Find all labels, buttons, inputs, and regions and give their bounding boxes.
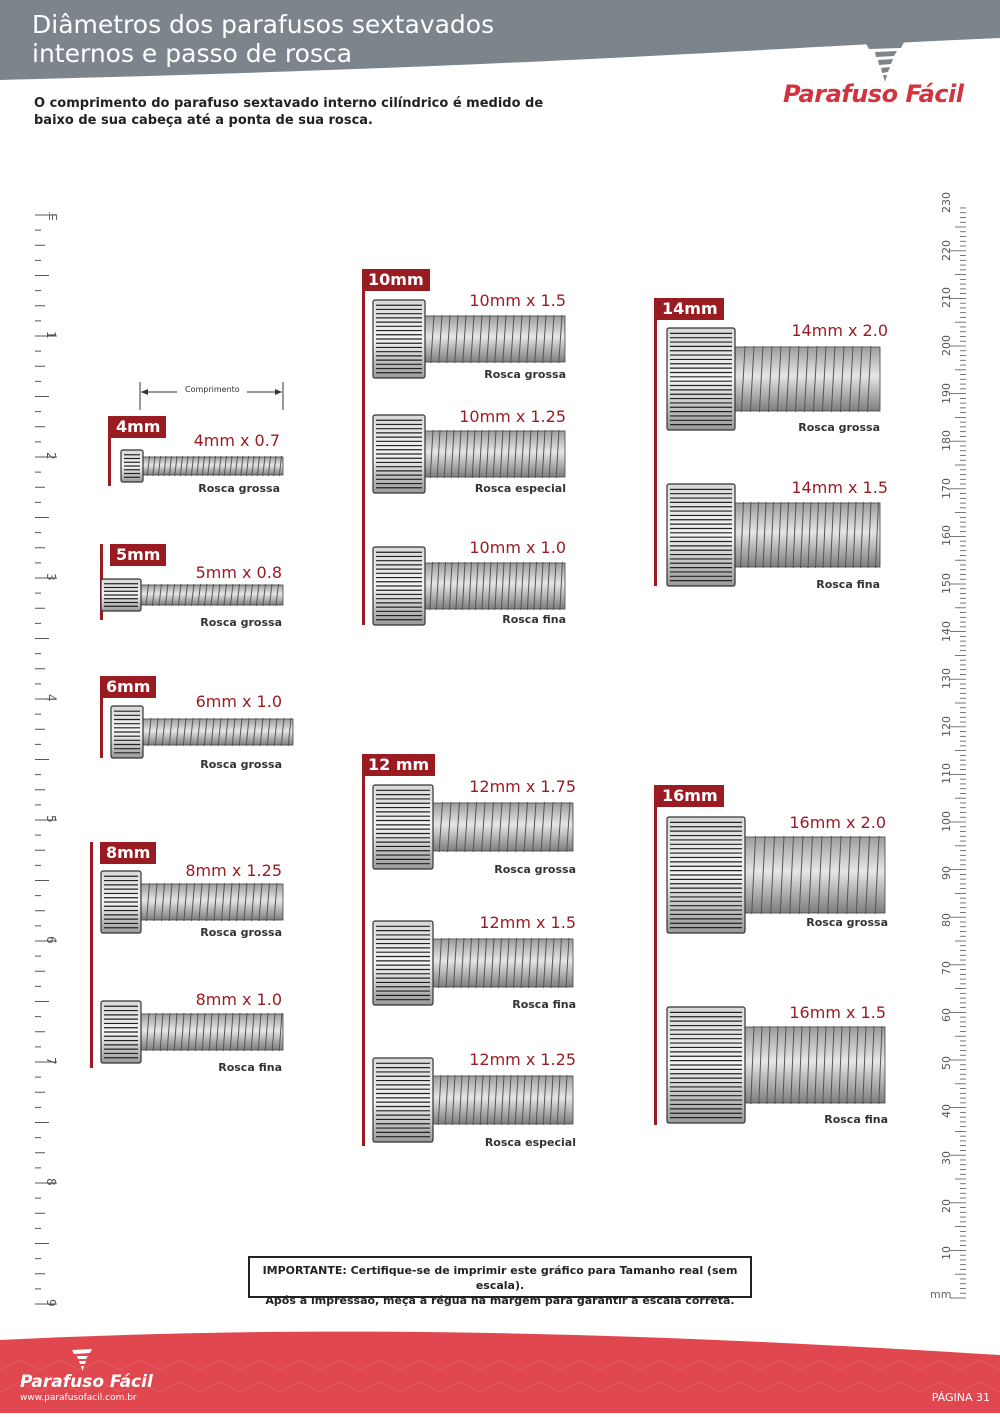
bolt-spec-label: 6mm x 1.0 — [195, 692, 282, 711]
bolt-spec-label: 10mm x 1.25 — [459, 407, 566, 426]
mm-tick-label: 70 — [940, 960, 953, 975]
important-note — [248, 1256, 752, 1307]
size-group-bar — [362, 754, 365, 1146]
thread-type-label: Rosca grossa — [200, 926, 282, 939]
size-group-bar — [100, 676, 103, 758]
mm-tick-label: 150 — [940, 573, 953, 594]
mm-tick-label: 20 — [940, 1198, 953, 1213]
mm-tick-label: 90 — [940, 865, 953, 880]
bolt-spec-label: 10mm x 1.0 — [469, 538, 566, 557]
mm-tick-label: 160 — [940, 525, 953, 547]
thread-type-label: Rosca grossa — [798, 421, 880, 434]
bolt-icon — [372, 1057, 576, 1143]
thread-type-label: Rosca especial — [484, 1136, 576, 1149]
inch-tick-label: 4 — [44, 694, 58, 702]
thread-type-label: Rosca grossa — [200, 616, 282, 629]
size-group-bar — [108, 416, 111, 486]
footer-url-link[interactable]: www.parafusofacil.com.br — [20, 1393, 137, 1403]
bolt-spec-label: 16mm x 2.0 — [789, 813, 886, 832]
size-tag: 12 mm — [362, 754, 435, 776]
mm-tick-label: 230 — [940, 192, 953, 214]
bolt-spec-label: 4mm x 0.7 — [193, 431, 280, 450]
thread-type-label: Rosca grossa — [198, 482, 280, 495]
size-tag: 5mm — [110, 544, 166, 566]
footer-logo-text[interactable]: Parafuso Fácil — [20, 1372, 153, 1392]
mm-tick-label: 110 — [940, 763, 953, 785]
intro-text: O comprimento do parafuso sextavado interno cilíndrico é medido de baixo de sua cabeça até a ponta de sua rosca. — [34, 96, 544, 128]
mm-tick-label: 140 — [940, 620, 953, 642]
bolt-icon — [120, 449, 286, 483]
mm-tick-label: 10 — [940, 1246, 953, 1261]
thread-type-label: Rosca especial — [474, 482, 566, 495]
inch-ruler — [33, 205, 63, 1305]
bolt-spec-label: 8mm x 1.0 — [195, 990, 282, 1009]
thread-type-label: Rosca grossa — [484, 368, 566, 381]
bolt-spec-label: 12mm x 1.5 — [479, 913, 576, 932]
size-tag: 14mm — [656, 298, 724, 320]
inch-tick-label: 7 — [44, 1057, 58, 1065]
mm-tick-label: 40 — [940, 1103, 953, 1118]
important-line-2: Após a impressão, meça a régua na margem para garantir a escala correta. — [265, 1294, 735, 1307]
bolt-icon — [372, 299, 568, 379]
thread-type-label: Rosca grossa — [806, 916, 888, 929]
thread-type-label: Rosca fina — [218, 1061, 282, 1074]
title-line-2: internos e passo de rosca — [32, 39, 353, 68]
page-number: PÁGINA 31 — [931, 1391, 990, 1404]
bolt-spec-label: 12mm x 1.75 — [469, 777, 576, 796]
size-group-bar — [654, 298, 657, 586]
important-line-1: IMPORTANTE: Certifique-se de imprimir este gráfico para Tamanho real (sem escala). — [262, 1264, 738, 1292]
inch-tick-label: 3 — [44, 573, 58, 581]
thread-type-label: Rosca fina — [824, 1113, 888, 1126]
bolt-spec-label: 10mm x 1.5 — [469, 291, 566, 310]
thread-type-label: Rosca grossa — [200, 758, 282, 771]
brand-logo-text: Parafuso Fácil — [783, 80, 964, 108]
mm-tick-label: 130 — [940, 668, 953, 690]
page-title — [32, 10, 632, 68]
thread-type-label: Rosca fina — [816, 578, 880, 591]
length-label: Comprimento — [185, 385, 240, 394]
bolt-icon — [666, 327, 883, 431]
inch-tick-label: 6 — [44, 936, 58, 944]
title-line-1: Diâmetros dos parafusos sextavados — [32, 10, 495, 39]
bolt-spec-label: 14mm x 1.5 — [791, 478, 888, 497]
brand-logo[interactable] — [783, 40, 983, 115]
mm-tick-label: 50 — [940, 1056, 953, 1070]
bolt-icon — [372, 920, 576, 1006]
inch-unit-label: in — [48, 210, 59, 223]
inch-tick-label: 5 — [44, 815, 58, 823]
mm-tick-label: 200 — [940, 335, 953, 356]
mm-tick-label: 80 — [940, 913, 953, 928]
thread-type-label: Rosca grossa — [494, 863, 576, 876]
bolt-icon — [372, 784, 576, 870]
length-indicator — [137, 382, 285, 402]
inch-tick-label: 1 — [44, 331, 58, 339]
mm-tick-label: 220 — [940, 239, 953, 261]
bolt-spec-label: 5mm x 0.8 — [195, 563, 282, 582]
size-group-bar — [654, 785, 657, 1125]
bolt-spec-label: 8mm x 1.25 — [185, 861, 282, 880]
mm-unit-label: mm — [930, 1288, 952, 1301]
inch-tick-label: 9 — [44, 1299, 58, 1307]
bolt-icon — [110, 705, 296, 759]
mm-tick-label: 30 — [940, 1151, 953, 1166]
screw-logo-icon — [861, 40, 909, 82]
footer-screw-icon — [70, 1348, 94, 1372]
size-tag: 6mm — [100, 676, 156, 698]
mm-tick-label: 210 — [940, 287, 953, 309]
bolt-icon — [666, 483, 883, 587]
bolt-spec-label: 12mm x 1.25 — [469, 1050, 576, 1069]
bolt-icon — [666, 1006, 888, 1124]
mm-tick-label: 60 — [940, 1008, 953, 1023]
bolt-spec-label: 16mm x 1.5 — [789, 1003, 886, 1022]
size-tag: 8mm — [100, 842, 156, 864]
mm-tick-label: 180 — [940, 430, 953, 452]
bolt-spec-label: 14mm x 2.0 — [791, 321, 888, 340]
inch-tick-label: 8 — [44, 1178, 58, 1186]
mm-tick-label: 120 — [940, 715, 953, 737]
mm-tick-label: 100 — [940, 811, 953, 832]
size-tag: 4mm — [110, 416, 166, 438]
mm-ruler — [930, 205, 970, 1305]
thread-type-label: Rosca fina — [502, 613, 566, 626]
thread-type-label: Rosca fina — [512, 998, 576, 1011]
size-tag: 16mm — [656, 785, 724, 807]
bolt-icon — [100, 1000, 286, 1064]
inch-tick-label: 2 — [44, 452, 58, 460]
mm-tick-label: 190 — [940, 382, 953, 404]
mm-tick-label: 170 — [940, 477, 953, 499]
size-group-bar — [362, 269, 365, 625]
size-group-bar — [90, 842, 93, 1068]
size-tag: 10mm — [362, 269, 430, 291]
bolt-icon — [100, 578, 286, 612]
